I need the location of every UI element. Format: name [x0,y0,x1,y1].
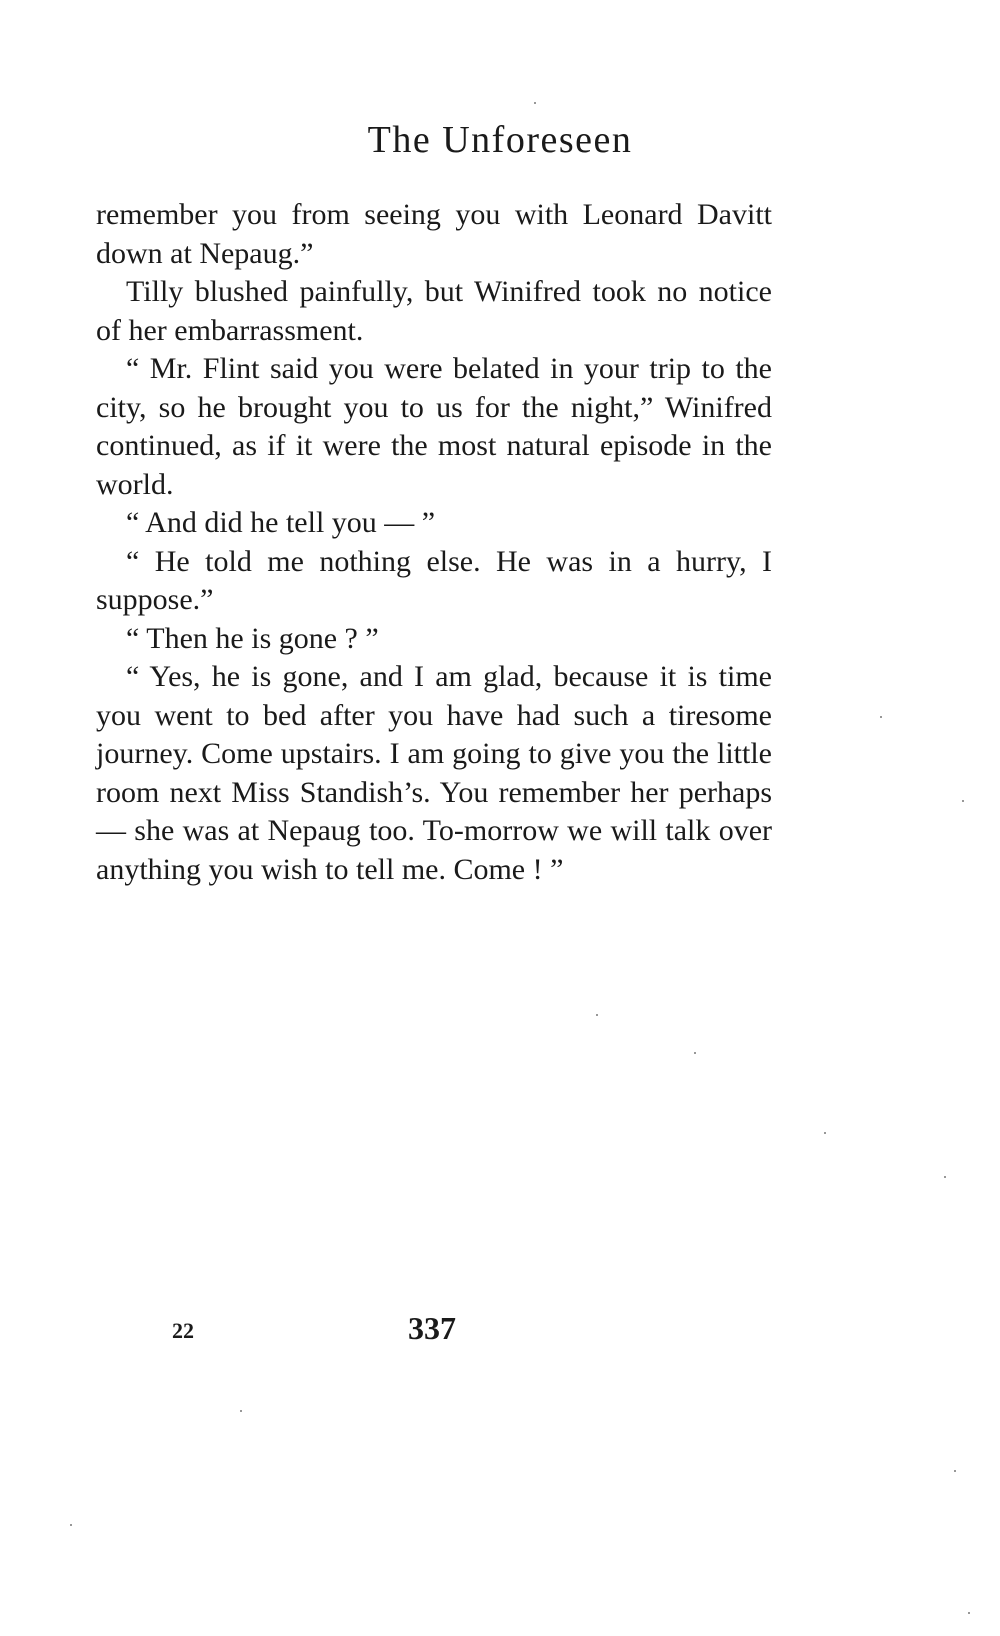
scan-speck [954,1470,956,1472]
scan-speck [534,102,536,104]
scan-speck [694,1052,696,1054]
signature-mark: 22 [172,1318,194,1343]
page-number: 337 [408,1310,456,1346]
body-text [96,196,772,889]
scan-speck [70,1524,72,1526]
paragraph: “ Mr. Flint said you were belated in your trip to the city, so he brought you to us for the night,” Winifred continued, as if it were the most natural episode in the world. [96,352,772,501]
paragraph: “ Yes, he is gone, and I am glad, because it is time you went to bed after you have had such a tiresome journey. Come upstairs. I am going to give you the little room next Miss Standish’s. You remember her perhaps — she was at Nepaug too. To-morrow we will talk over anything you wish to tell me. Come ! ” [96,660,772,886]
scan-speck [824,1132,826,1134]
scan-speck [944,1176,946,1178]
scan-speck [240,1410,242,1412]
scan-speck [968,1612,970,1614]
scan-speck [596,1014,598,1016]
scan-speck [880,716,882,718]
paragraph: “ He told me nothing else. He was in a hurry, I suppose.” [96,544,772,616]
paragraph: “ Then he is gone ? ” [126,621,379,655]
paragraph: remember you from seeing you with Leonard Davitt down at Nepaug.” [96,198,772,270]
scan-speck [962,800,964,802]
paragraph: “ And did he tell you — ” [126,506,436,539]
paragraph: Tilly blushed painfully, but Winifred took no notice of her embarrassment. [96,275,772,347]
running-header-title: The Unforeseen [367,119,633,161]
